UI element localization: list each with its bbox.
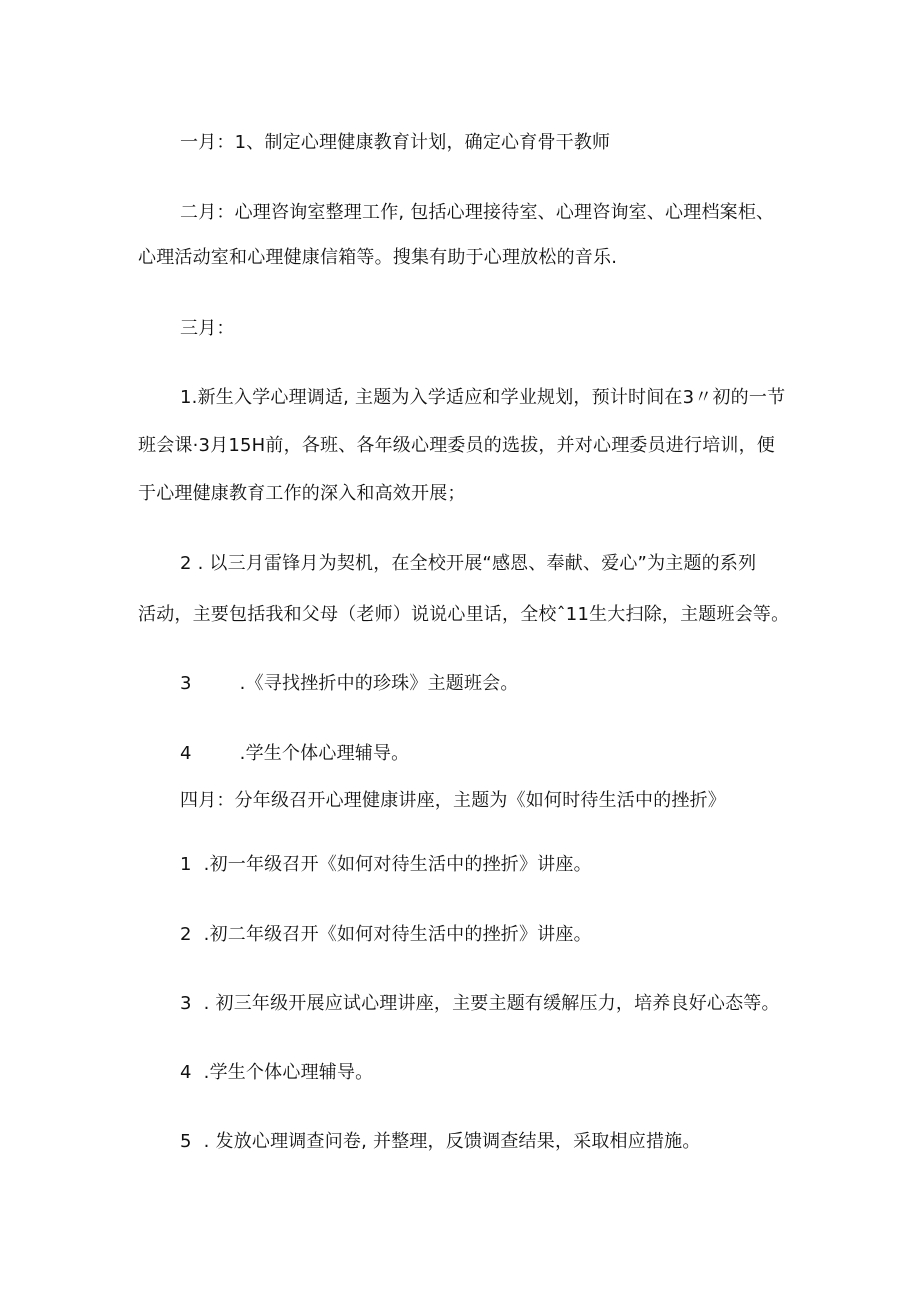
april-heading: 四月：分年级召开心理健康讲座，主题为《如何时待生活中的挫折》 [180,790,726,811]
list-number: 3 [180,993,192,1014]
march-item-2-line-2: 活动，主要包括我和父母（老师）说说心里话，全校ˆ11生大扫除，主题班会等。 [138,604,790,625]
march-item-1-line-3: 于心理健康教育工作的深入和高效开展； [138,483,466,504]
list-text: . 发放心理调查问卷, 并整理，反馈调查结果，采取相应措施。 [203,1131,701,1152]
february-line-2: 心理活动室和心理健康信箱等。搜集有助于心理放松的音乐. [138,247,618,268]
april-item-5 [180,1129,701,1155]
april-item-1 [180,852,592,878]
list-number: 5 [180,1131,192,1152]
april-item-2 [180,922,592,948]
list-text: . 初三年级开展应试心理讲座，主要主题有缓解压力，培养良好心态等。 [203,993,780,1014]
list-number: 4 [180,1062,192,1083]
list-text: .《寻找挫折中的珍珠》主题班会。 [239,673,519,694]
list-text: .学生个体心理辅导。 [203,1062,374,1083]
list-text: .初二年级召开《如何对待生活中的挫折》讲座。 [203,924,592,945]
march-item-4 [180,741,409,767]
list-text: .初一年级召开《如何对待生活中的挫折》讲座。 [203,854,592,875]
march-heading: 三月： [180,318,235,339]
april-item-3 [180,991,780,1017]
march-item-1-line-1: 1.新生入学心理调适, 主题为入学适应和学业规划，预计时间在3〃初的一节 [180,387,786,408]
march-item-1-line-2: 班会课·3月15H前，各班、各年级心理委员的选拔，并对心理委员进行培训，便 [138,435,776,456]
april-item-4 [180,1060,373,1086]
list-number: 3 [180,673,192,694]
list-number: 1 [180,854,192,875]
february-line-1: 二月：心理咨询室整理工作, 包括心理接待室、心理咨询室、心理档案柜、 [180,202,775,223]
list-number: 2 [180,924,192,945]
march-item-2-line-1: 2 . 以三月雷锋月为契机，在全校开展“感恩、奉献、爱心”为主题的系列 [180,553,757,574]
list-text: .学生个体心理辅导。 [239,743,410,764]
march-item-3 [180,671,519,697]
january-line: 一月：1、制定心理健康教育计划，确定心育骨干教师 [180,132,611,153]
list-number: 4 [180,743,192,764]
